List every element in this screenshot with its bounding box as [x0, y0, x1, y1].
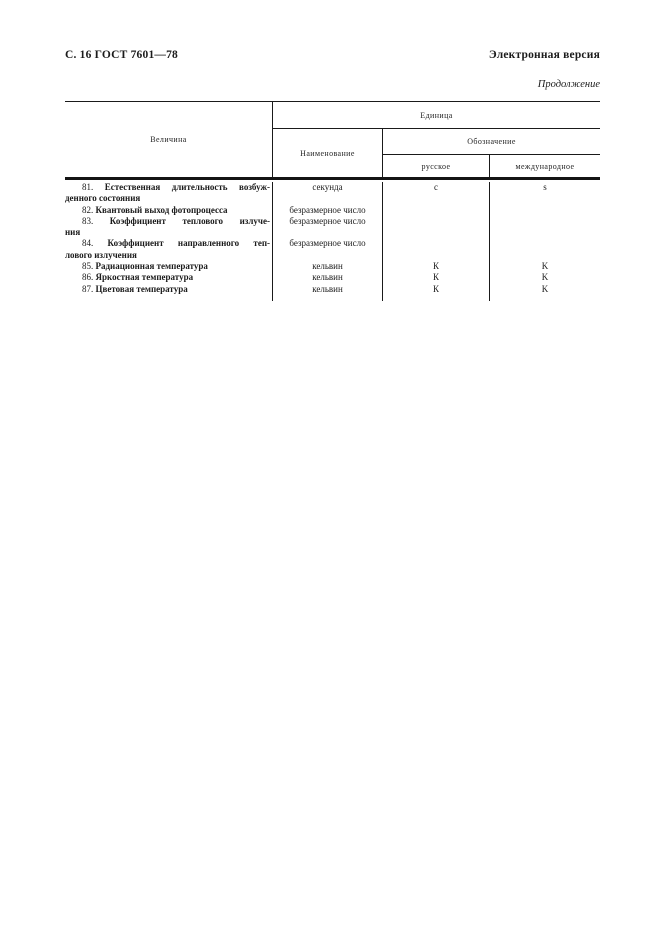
quantity-cell: 85. Радиационная температура [65, 261, 273, 272]
unit-cell: безразмерное число [273, 238, 383, 261]
quantity-cell: 81. Естественная длительность возбуж- денного состояния [65, 182, 273, 205]
international-designation-cell [490, 205, 600, 216]
table-row [65, 182, 600, 205]
continuation-label: Продолжение [537, 79, 600, 90]
unit-cell: секунда [273, 182, 383, 205]
spacer-cell [273, 295, 383, 301]
international-designation-cell: s [543, 182, 547, 192]
russian-designation-cell [383, 238, 490, 261]
electronic-version-label: Электронная версия [488, 49, 600, 61]
international-designation-cell [490, 238, 600, 261]
header-name: Наименование [273, 129, 383, 177]
russian-designation-cell [383, 216, 490, 239]
international-designation-cell [490, 216, 600, 239]
spacer-cell [383, 295, 490, 301]
table-row [65, 238, 600, 261]
unit-cell: кельвин [273, 272, 383, 283]
table-row [65, 272, 600, 283]
spacer-cell [490, 295, 600, 301]
table-bottom-spacer [65, 295, 600, 301]
units-table [65, 101, 600, 301]
quantity-cell: 87. Цветовая температура [65, 284, 273, 295]
quantity-cell: 82. Квантовый выход фотопроцесса [65, 205, 273, 216]
table-row [65, 284, 600, 295]
russian-designation-cell: с [383, 182, 490, 205]
table-row [65, 205, 600, 216]
header-quantity: Величина [65, 102, 273, 177]
page-number-standard: С. 16 ГОСТ 7601—78 [65, 49, 178, 61]
quantity-cell: 86. Яркостная температура [65, 272, 273, 283]
quantity-cell: 83. Коэффициент теплового излуче- ния [65, 216, 273, 239]
unit-cell: безразмерное число [273, 205, 383, 216]
table-row [65, 261, 600, 272]
international-designation-cell: K [541, 261, 549, 272]
page-header [65, 49, 600, 61]
unit-cell: безразмерное число [273, 216, 383, 239]
russian-designation-cell: К [383, 272, 490, 283]
quantity-cell: 84. Коэффициент направленного теп- лового излучения [65, 238, 273, 261]
table-row [65, 216, 600, 239]
russian-designation-cell: К [383, 284, 490, 295]
russian-designation-cell [383, 205, 490, 216]
unit-cell: кельвин [273, 284, 383, 295]
russian-designation-cell: К [383, 261, 490, 272]
spacer-cell [65, 295, 273, 301]
international-designation-cell: K [541, 283, 549, 294]
header-designation: Обозначение [383, 129, 600, 155]
unit-cell: кельвин [273, 261, 383, 272]
international-designation-cell: K [541, 272, 549, 283]
header-russian: русское [383, 155, 490, 177]
table-header [65, 102, 600, 180]
table-body [65, 180, 600, 301]
header-international: международное [515, 161, 575, 171]
header-unit: Единица [273, 102, 600, 129]
